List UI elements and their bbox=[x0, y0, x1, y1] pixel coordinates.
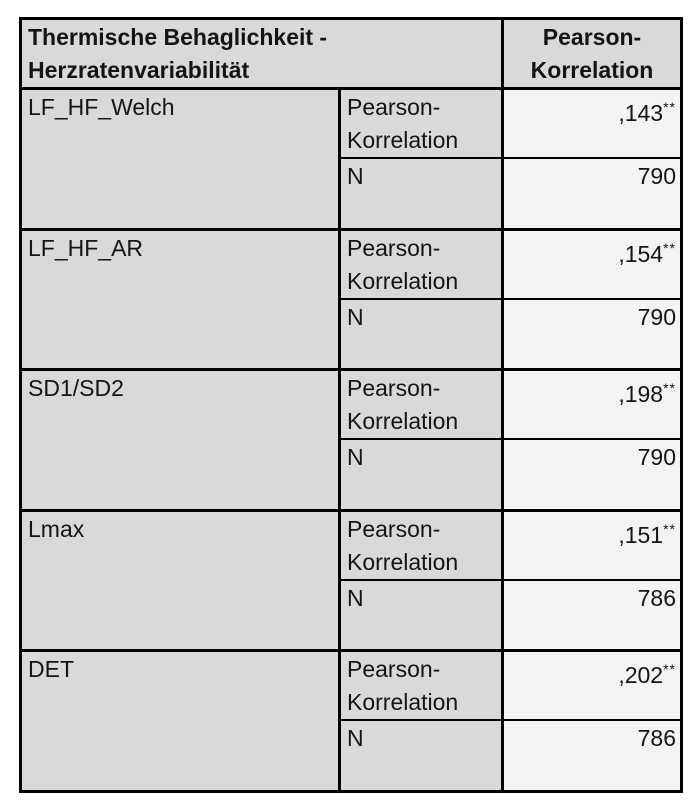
stat-label-pearson: Pearson-Korrelation bbox=[340, 651, 503, 721]
variable-label: LF_HF_Welch bbox=[21, 89, 340, 230]
table-row bbox=[21, 229, 682, 299]
correlation-table bbox=[19, 17, 683, 793]
variable-label: SD1/SD2 bbox=[21, 370, 340, 511]
table-row bbox=[21, 510, 682, 580]
pearson-value bbox=[503, 370, 682, 440]
correlation-value: ,154 bbox=[618, 240, 664, 267]
stat-label-n: N bbox=[340, 299, 503, 370]
variable-label: LF_HF_AR bbox=[21, 229, 340, 370]
correlation-value: ,143 bbox=[618, 100, 664, 126]
pearson-value bbox=[503, 229, 682, 299]
correlation-table-container bbox=[19, 17, 683, 793]
significance-marker: ** bbox=[663, 239, 676, 256]
stat-label-n: N bbox=[340, 580, 503, 651]
significance-marker: ** bbox=[663, 520, 676, 537]
stat-label-n: N bbox=[340, 158, 503, 229]
correlation-value: ,202 bbox=[618, 662, 664, 688]
significance-marker: ** bbox=[663, 661, 676, 677]
pearson-value bbox=[503, 89, 682, 159]
pearson-value bbox=[503, 510, 682, 580]
variable-label: DET bbox=[21, 651, 340, 792]
stat-label-pearson: Pearson-Korrelation bbox=[340, 510, 503, 580]
n-value: 786 bbox=[503, 580, 682, 651]
table-row bbox=[21, 89, 682, 159]
n-value: 786 bbox=[503, 720, 682, 791]
value-column-header: Pearson-Korrelation bbox=[503, 19, 682, 89]
correlation-value: ,198 bbox=[618, 381, 664, 407]
stat-label-pearson: Pearson-Korrelation bbox=[340, 229, 503, 299]
n-value: 790 bbox=[503, 158, 682, 229]
table-row bbox=[21, 370, 682, 440]
significance-marker: ** bbox=[663, 99, 676, 115]
stat-label-pearson: Pearson-Korrelation bbox=[340, 370, 503, 440]
n-value: 790 bbox=[503, 299, 682, 370]
correlation-value: ,151 bbox=[618, 521, 664, 548]
table-row bbox=[21, 651, 682, 721]
stat-label-n: N bbox=[340, 720, 503, 791]
table-title: Thermische Behaglichkeit - Herzratenvariabilität bbox=[21, 19, 503, 89]
stat-label-pearson: Pearson-Korrelation bbox=[340, 89, 503, 159]
pearson-value bbox=[503, 651, 682, 721]
significance-marker: ** bbox=[663, 380, 676, 396]
n-value: 790 bbox=[503, 439, 682, 510]
table-header-row bbox=[21, 19, 682, 89]
variable-label: Lmax bbox=[21, 510, 340, 651]
stat-label-n: N bbox=[340, 439, 503, 510]
